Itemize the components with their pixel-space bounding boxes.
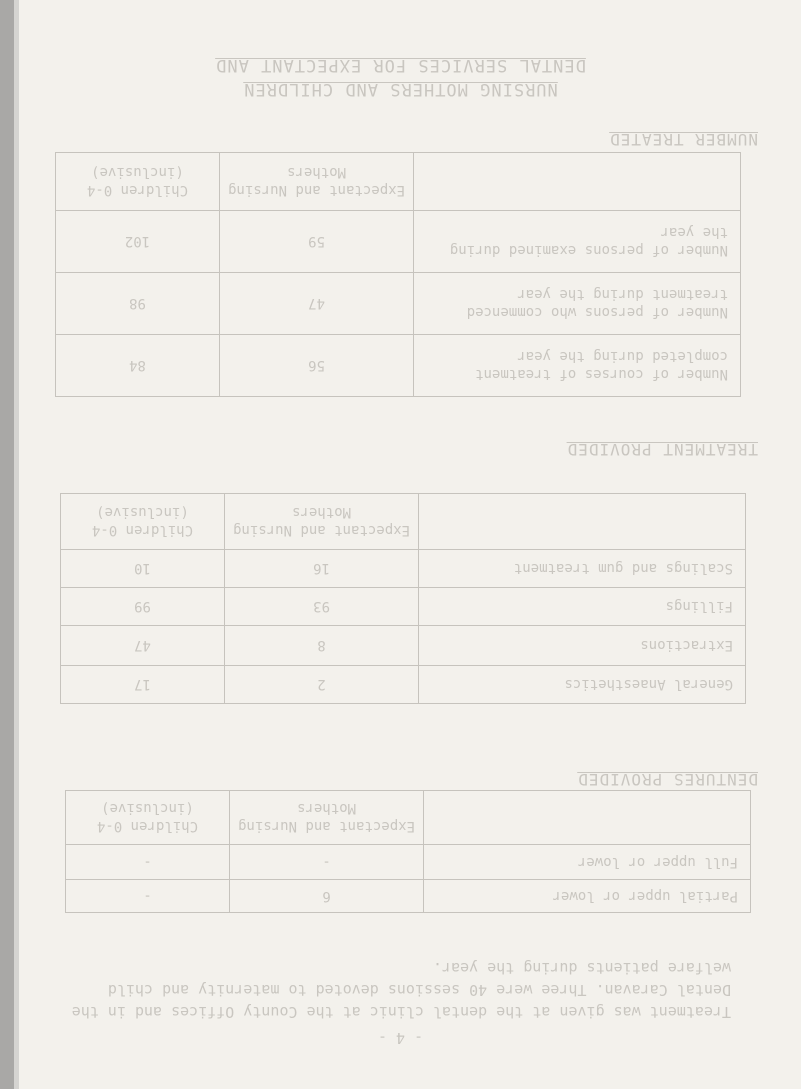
dentures-row-a: - [229, 845, 423, 880]
treatment-row-label: Scalings and gum treatment [419, 550, 746, 588]
treatment-row-a: 2 [224, 666, 418, 704]
treatment-row-label: Fillings [419, 588, 746, 626]
number-row-a: 56 [219, 335, 413, 397]
number-header-a: Expectant and Nursing Mothers [219, 153, 413, 211]
scan-edge-shadow [14, 0, 19, 1089]
treatment-row-label: General Anaesthetics [419, 666, 746, 704]
treatment-row-b: 99 [61, 588, 225, 626]
treatment-heading: TREATMENT PROVIDED [566, 440, 758, 459]
treatment-row-a: 16 [224, 550, 418, 588]
number-header-blank [414, 153, 741, 211]
dentures-header-blank [424, 791, 751, 845]
number-row-label: Number of persons who commenced treatment during the year [414, 273, 741, 335]
treatment-row-a: 8 [224, 626, 418, 666]
treatment-table [60, 493, 746, 704]
treatment-header-a: Expectant and Nursing Mothers [224, 494, 418, 550]
number-treated-heading: NUMBER TREATED [609, 130, 758, 149]
page-subtitle: NURSING MOTHERS AND CHILDREN [243, 79, 558, 99]
footer-paragraph: Treatment was given at the dental clinic at the County Offices and in the Dental Caravan. Three were 40 sessions devoted to maternity and child welfare patients during the year. [71, 959, 731, 1021]
treatment-header-blank [419, 494, 746, 550]
number-row-label: Number of courses of treatment completed during the year [414, 335, 741, 397]
dentures-table [65, 790, 751, 913]
dentures-row-b: - [66, 880, 230, 913]
page-number: - 4 - [377, 1029, 424, 1047]
dentures-header-a: Expectant and Nursing Mothers [229, 791, 423, 845]
number-row-label: Number of persons examined during the year [414, 211, 741, 273]
number-row-a: 47 [219, 273, 413, 335]
treatment-header-b: Children 0-4 (inclusive) [61, 494, 225, 550]
number-header-b: Children 0-4 (inclusive) [56, 153, 220, 211]
number-treated-table [55, 152, 741, 397]
treatment-row-b: 47 [61, 626, 225, 666]
number-row-b: 102 [56, 211, 220, 273]
dentures-row-b: - [66, 845, 230, 880]
treatment-row-b: 17 [61, 666, 225, 704]
number-row-a: 59 [219, 211, 413, 273]
dentures-header-b: Children 0-4 (inclusive) [66, 791, 230, 845]
treatment-row-b: 10 [61, 550, 225, 588]
dentures-heading: DENTURES PROVIDED [577, 770, 758, 789]
page-title: DENTAL SERVICES FOR EXPECTANT AND [215, 55, 586, 75]
treatment-row-a: 93 [224, 588, 418, 626]
number-row-b: 84 [56, 335, 220, 397]
scan-edge-border [0, 0, 15, 1089]
dentures-row-a: 6 [229, 880, 423, 913]
dentures-row-label: Full upper or lower [424, 845, 751, 880]
dentures-row-label: Partial upper or lower [424, 880, 751, 913]
treatment-row-label: Extractions [419, 626, 746, 666]
number-row-b: 98 [56, 273, 220, 335]
